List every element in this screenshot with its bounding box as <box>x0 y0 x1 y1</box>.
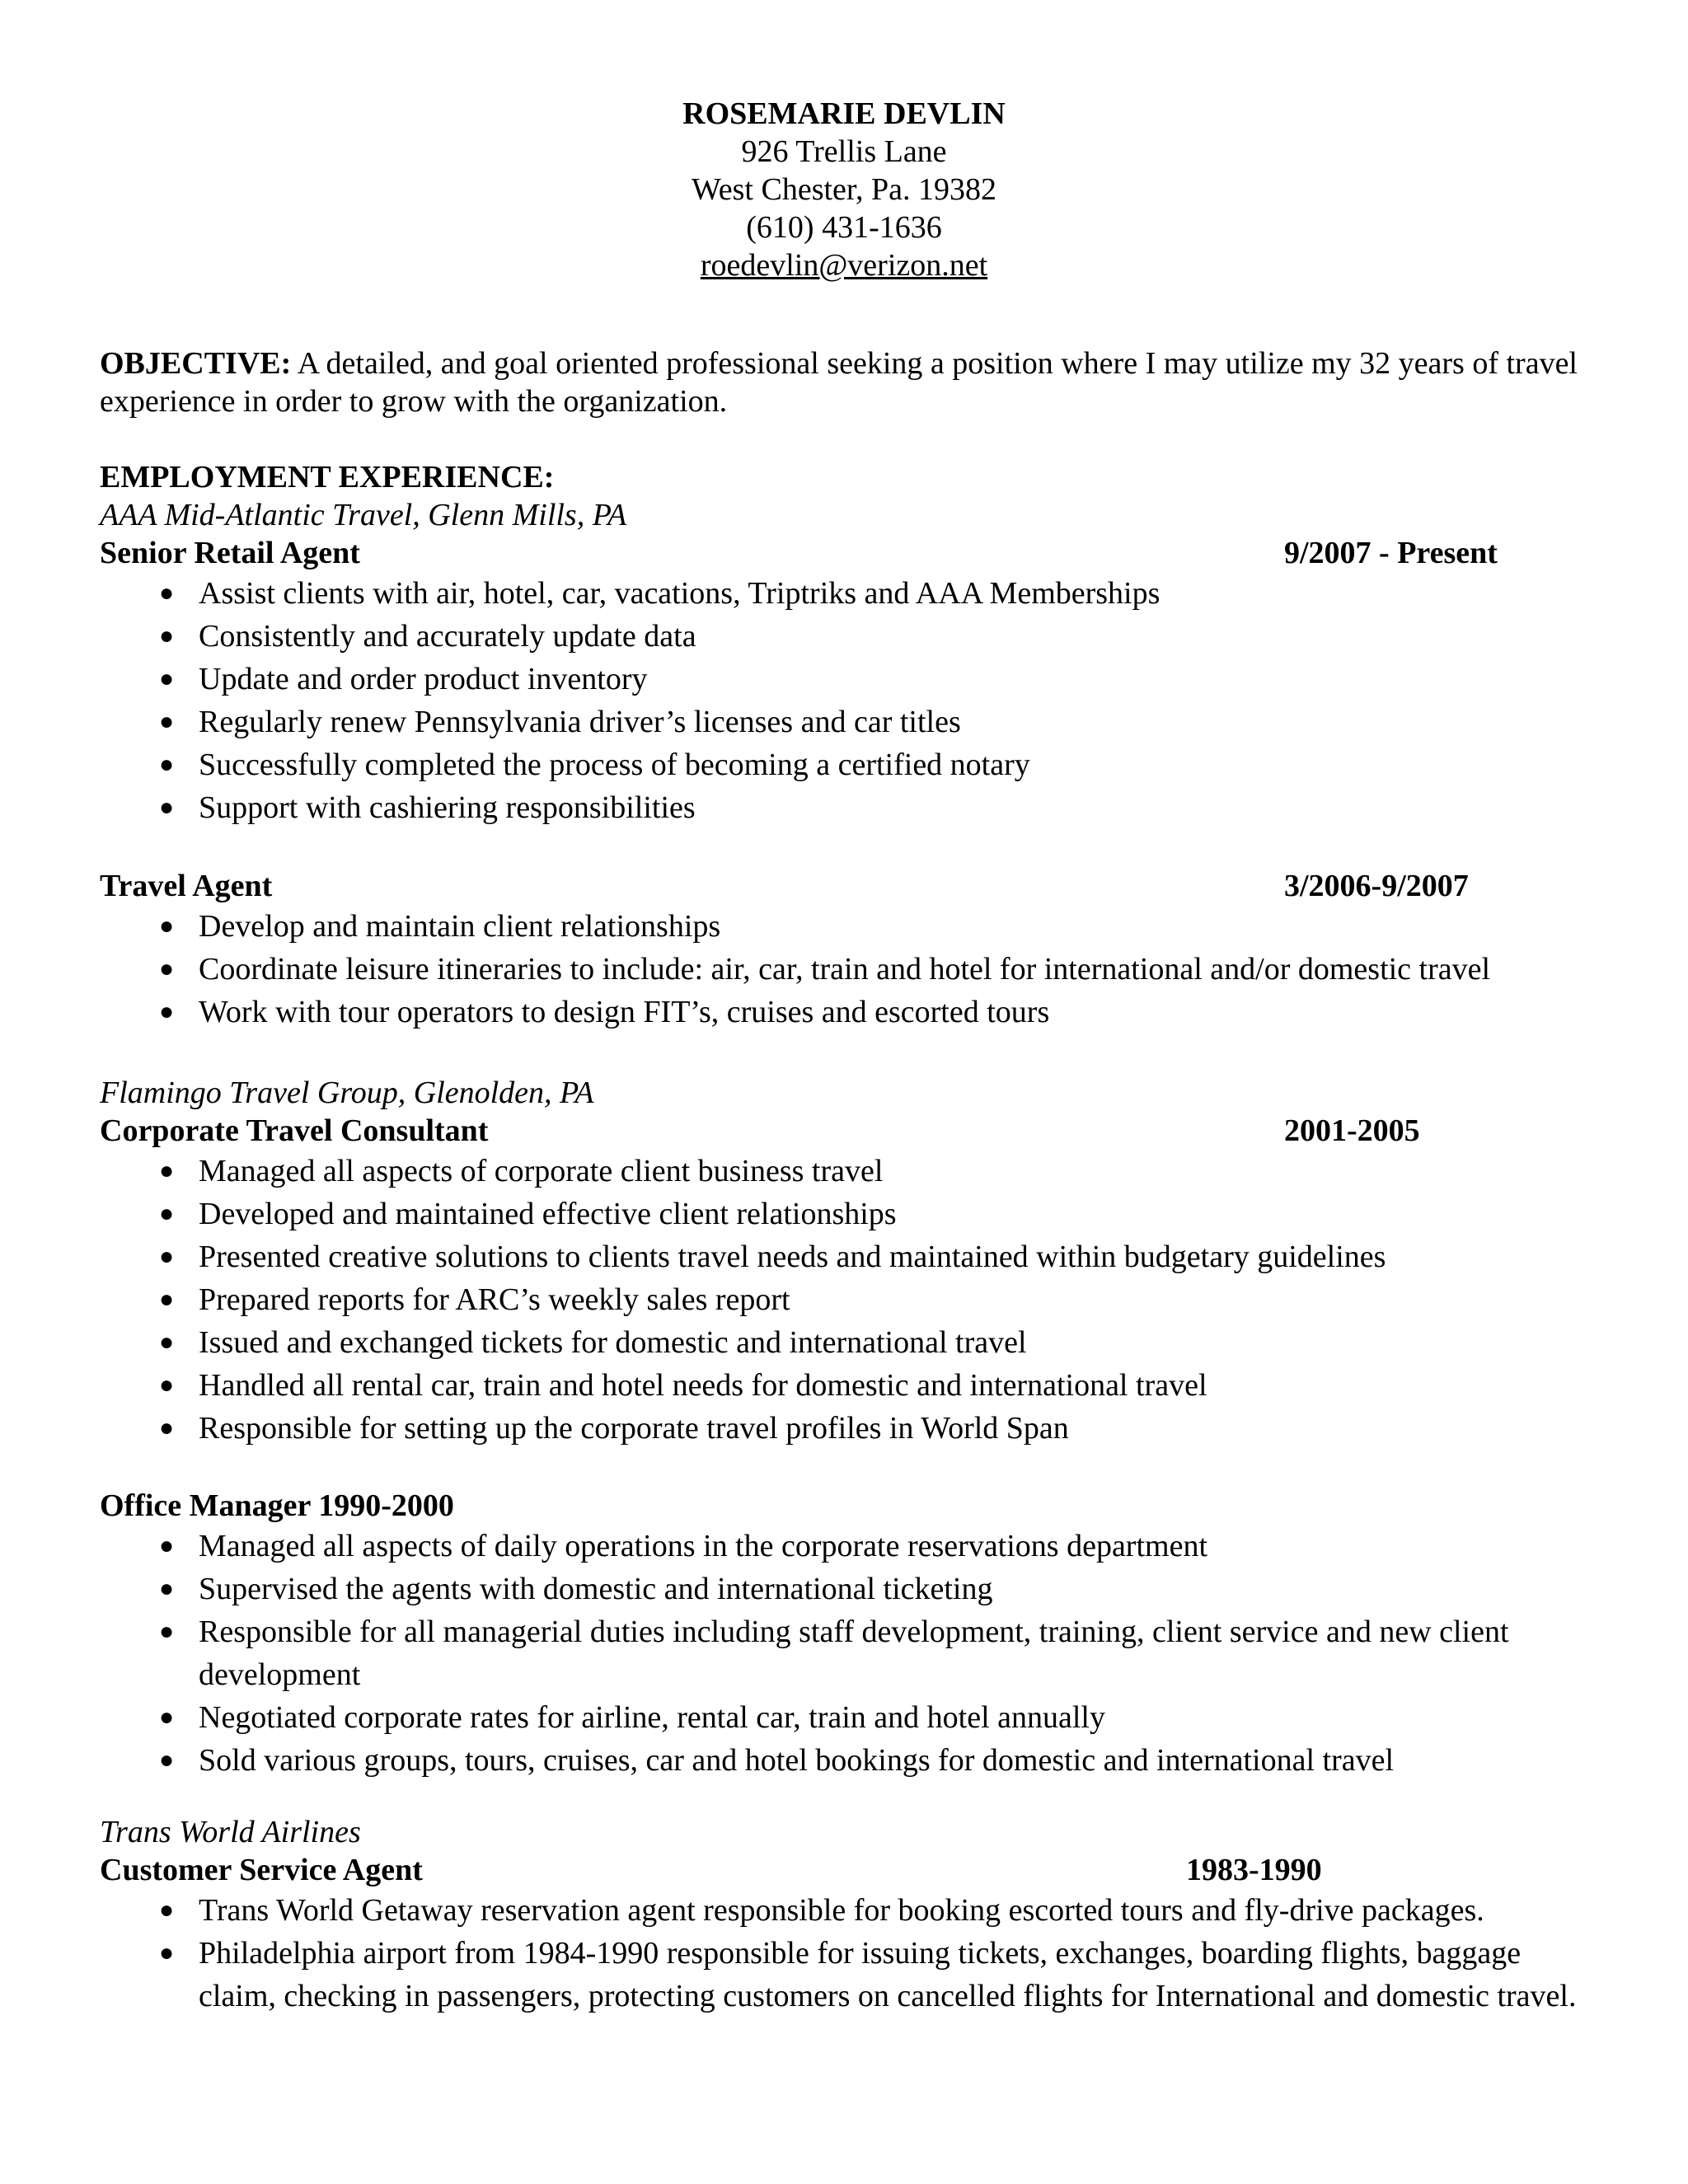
job-senior-retail-agent <box>100 534 1592 572</box>
bullet-icon: ● <box>159 1200 175 1227</box>
bullet-icon: ● <box>159 1243 175 1270</box>
list-item: ● Develop and maintain client relationships <box>100 905 1592 948</box>
job-title: Senior Retail Agent <box>100 536 360 570</box>
list-item: ● Prepared reports for ARC’s weekly sales report <box>100 1278 1592 1321</box>
list-item: ● Managed all aspects of corporate client business travel <box>100 1150 1592 1193</box>
list-item: ● Trans World Getaway reservation agent responsible for booking escorted tours and fly-drive packages. <box>100 1889 1592 1932</box>
office-manager-section <box>100 1487 1592 1782</box>
bullet-icon: ● <box>159 1746 175 1774</box>
list-item: ● Successfully completed the process of becoming a certified notary <box>100 743 1592 786</box>
job-office-manager <box>100 1487 1592 1525</box>
bullet-icon: ● <box>159 1575 175 1602</box>
bullet-icon: ● <box>159 1286 175 1313</box>
objective-section <box>100 344 1592 420</box>
list-item: ● Consistently and accurately update data <box>100 615 1592 658</box>
list-item: ● Philadelphia airport from 1984-1990 responsible for issuing tickets, exchanges, boarding flights, baggage claim, checking in passengers, protecting customers on cancelled flights for International and domestic travel. <box>100 1932 1592 2018</box>
job-travel-agent-section <box>100 867 1592 1033</box>
bullet-icon: ● <box>159 1371 175 1399</box>
list-item: ● Sold various groups, tours, cruises, car and hotel bookings for domestic and international travel <box>100 1739 1592 1782</box>
bullet-icon: ● <box>159 665 175 692</box>
job-title: Corporate Travel Consultant <box>100 1113 489 1148</box>
list-item: ● Handled all rental car, train and hotel needs for domestic and international travel <box>100 1364 1592 1407</box>
list-item: ● Managed all aspects of daily operations in the corporate reservations department <box>100 1525 1592 1568</box>
city-state-zip: West Chester, Pa. 19382 <box>691 172 997 207</box>
list-item: ● Issued and exchanged tickets for domestic and international travel <box>100 1321 1592 1364</box>
job-title: Office Manager 1990-2000 <box>100 1488 454 1523</box>
list-item: ● Supervised the agents with domestic and international ticketing <box>100 1568 1592 1610</box>
job-dates: 1983-1990 <box>1186 1853 1322 1887</box>
bullet-icon: ● <box>159 1532 175 1559</box>
bullet-icon: ● <box>159 751 175 778</box>
bullet-icon: ● <box>159 1329 175 1356</box>
bullet-icon: ● <box>159 1618 175 1645</box>
list-item: ● Negotiated corporate rates for airline, rental car, train and hotel annually <box>100 1696 1592 1739</box>
list-item: ● Regularly renew Pennsylvania driver’s licenses and car titles <box>100 701 1592 743</box>
job-dates: 3/2006-9/2007 <box>1284 869 1469 903</box>
objective-text: A detailed, and goal oriented professional seeking a position where I may utilize my 32 years of travel experience in order to grow with the organization. <box>100 346 1578 419</box>
flamingo-section <box>100 1074 1592 1450</box>
list-item: ● Responsible for setting up the corporate travel profiles in World Span <box>100 1407 1592 1450</box>
bullet-icon: ● <box>159 794 175 821</box>
job-title: Customer Service Agent <box>100 1853 423 1887</box>
job-duties-list <box>100 905 1592 1033</box>
list-item: ● Responsible for all managerial duties including staff development, training, client service and new client development <box>100 1610 1592 1696</box>
list-item: ● Support with cashiering responsibilities <box>100 786 1592 829</box>
bullet-icon: ● <box>159 708 175 735</box>
bullet-icon: ● <box>159 1414 175 1441</box>
list-item: ● Developed and maintained effective client relationships <box>100 1193 1592 1235</box>
job-title: Travel Agent <box>100 869 273 903</box>
list-item: ● Assist clients with air, hotel, car, vacations, Triptriks and AAA Memberships <box>100 572 1592 615</box>
bullet-icon: ● <box>159 1157 175 1184</box>
company-aaa: AAA Mid-Atlantic Travel, Glenn Mills, PA <box>100 498 627 532</box>
twa-section <box>100 1813 1592 2018</box>
email-link[interactable]: roedevlin@verizon.net <box>700 248 988 283</box>
applicant-name: ROSEMARIE DEVLIN <box>682 96 1006 131</box>
job-duties-list <box>100 1525 1592 1782</box>
company-twa: Trans World Airlines <box>100 1815 361 1849</box>
bullet-icon: ● <box>159 912 175 940</box>
bullet-icon: ● <box>159 955 175 982</box>
employment-title: EMPLOYMENT EXPERIENCE: <box>100 460 555 494</box>
list-item: ● Coordinate leisure itineraries to include: air, car, train and hotel for international and/or domestic travel <box>100 948 1592 991</box>
street-address: 926 Trellis Lane <box>741 134 947 169</box>
bullet-icon: ● <box>159 1896 175 1924</box>
bullet-icon: ● <box>159 1939 175 1966</box>
list-item: ● Work with tour operators to design FIT’s, cruises and escorted tours <box>100 991 1592 1033</box>
bullet-icon: ● <box>159 998 175 1025</box>
bullet-icon: ● <box>159 1704 175 1731</box>
job-duties-list <box>100 1150 1592 1450</box>
job-customer-service-agent <box>100 1851 1592 1889</box>
job-duties-list <box>100 572 1592 829</box>
job-corporate-travel-consultant <box>100 1112 1592 1150</box>
bullet-icon: ● <box>159 579 175 607</box>
job-dates: 2001-2005 <box>1284 1113 1420 1148</box>
employment-experience-section <box>100 458 1592 829</box>
list-item: ● Presented creative solutions to clients travel needs and maintained within budgetary guidelines <box>100 1235 1592 1278</box>
job-dates: 9/2007 - Present <box>1284 536 1498 570</box>
objective-label: OBJECTIVE: <box>100 346 292 381</box>
contact-header <box>0 95 1688 284</box>
bullet-icon: ● <box>159 622 175 649</box>
job-travel-agent <box>100 867 1592 905</box>
list-item: ● Update and order product inventory <box>100 658 1592 701</box>
company-flamingo: Flamingo Travel Group, Glenolden, PA <box>100 1076 594 1110</box>
phone-number: (610) 431-1636 <box>746 210 942 245</box>
job-duties-list <box>100 1889 1592 2018</box>
